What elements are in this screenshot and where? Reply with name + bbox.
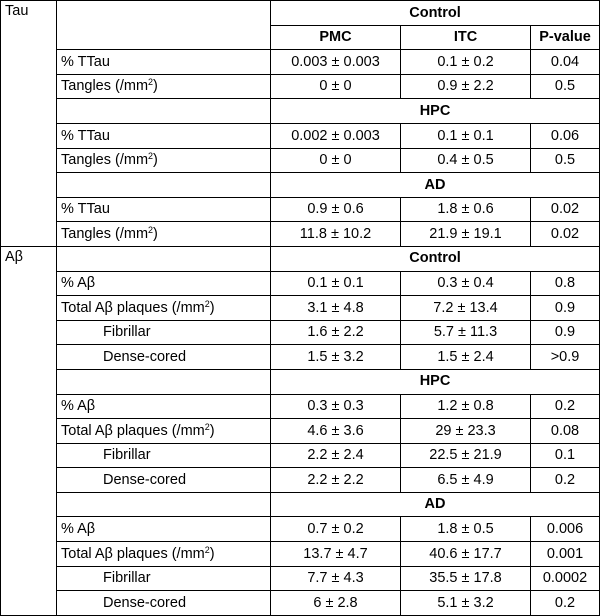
row-label: Fibrillar (57, 443, 271, 468)
pmc-value: 2.2 ± 2.4 (271, 443, 401, 468)
table-row (1, 394, 600, 419)
itc-value: 0.4 ± 0.5 (401, 148, 531, 173)
p-value: 0.04 (531, 50, 600, 75)
group-header-row (1, 369, 600, 394)
row-label: Dense-cored (57, 345, 271, 370)
itc-value: 7.2 ± 13.4 (401, 296, 531, 321)
p-value: 0.02 (531, 197, 600, 222)
itc-value: 5.1 ± 3.2 (401, 591, 531, 616)
pmc-value: 0.1 ± 0.1 (271, 271, 401, 296)
p-value: 0.8 (531, 271, 600, 296)
row-label: % Aβ (57, 394, 271, 419)
empty-cell (57, 369, 271, 394)
empty-cell (57, 246, 271, 271)
itc-value: 35.5 ± 17.8 (401, 566, 531, 591)
itc-value: 29 ± 23.3 (401, 419, 531, 444)
p-value: 0.9 (531, 320, 600, 345)
p-value: 0.2 (531, 394, 600, 419)
pmc-value: 1.5 ± 3.2 (271, 345, 401, 370)
column-header-pmc: PMC (271, 25, 401, 50)
table-row (1, 74, 600, 99)
column-header-pvalue: P-value (531, 25, 600, 50)
p-value: 0.02 (531, 222, 600, 247)
pmc-value: 0 ± 0 (271, 74, 401, 99)
table-row (1, 197, 600, 222)
empty-cell (57, 492, 271, 517)
empty-cell (57, 1, 271, 50)
group-header: AD (271, 492, 600, 517)
row-label: Tangles $(/mm^2)$ (57, 222, 271, 247)
table-row (1, 296, 600, 321)
group-header-row (1, 99, 600, 124)
p-value: 0.5 (531, 148, 600, 173)
table-row (1, 1, 600, 26)
p-value: 0.2 (531, 468, 600, 493)
pmc-value: 0.002 ± 0.003 (271, 123, 401, 148)
row-label: Total Aβ plaques $(/mm^2)$ (57, 296, 271, 321)
pmc-value: 0.003 ± 0.003 (271, 50, 401, 75)
pmc-value: 11.8 ± 10.2 (271, 222, 401, 247)
pmc-value: 13.7 ± 4.7 (271, 542, 401, 567)
table-row (1, 271, 600, 296)
row-label: % Aβ (57, 271, 271, 296)
itc-value: 22.5 ± 21.9 (401, 443, 531, 468)
pmc-value: 2.2 ± 2.2 (271, 468, 401, 493)
itc-value: 1.5 ± 2.4 (401, 345, 531, 370)
group-header: Control (271, 246, 600, 271)
itc-value: 1.8 ± 0.5 (401, 517, 531, 542)
p-value: 0.06 (531, 123, 600, 148)
itc-value: 1.8 ± 0.6 (401, 197, 531, 222)
table-row (1, 345, 600, 370)
pmc-value: 3.1 ± 4.8 (271, 296, 401, 321)
table-row (1, 566, 600, 591)
p-value: 0.001 (531, 542, 600, 567)
table-row (1, 148, 600, 173)
group-header-row (1, 173, 600, 198)
empty-cell (57, 173, 271, 198)
row-label: Dense-cored (57, 591, 271, 616)
p-value: 0.006 (531, 517, 600, 542)
pmc-value: 0.7 ± 0.2 (271, 517, 401, 542)
itc-value: 40.6 ± 17.7 (401, 542, 531, 567)
section-label-tau: Tau (1, 1, 57, 247)
row-label: Total Aβ plaques $(/mm^2)$ (57, 419, 271, 444)
pmc-value: 0.3 ± 0.3 (271, 394, 401, 419)
column-header-itc: ITC (401, 25, 531, 50)
itc-value: 5.7 ± 11.3 (401, 320, 531, 345)
table-row (1, 443, 600, 468)
itc-value: 6.5 ± 4.9 (401, 468, 531, 493)
itc-value: 0.1 ± 0.2 (401, 50, 531, 75)
table-row (1, 123, 600, 148)
section-label-abeta: Aβ (1, 246, 57, 615)
table-row (1, 591, 600, 616)
row-label: Tangles $(/mm^2)$ (57, 74, 271, 99)
p-value: 0.9 (531, 296, 600, 321)
itc-value: 1.2 ± 0.8 (401, 394, 531, 419)
row-label: Total Aβ plaques $(/mm^2)$ (57, 542, 271, 567)
itc-value: 21.9 ± 19.1 (401, 222, 531, 247)
row-label: % TTau (57, 197, 271, 222)
row-label: Tangles $(/mm^2)$ (57, 148, 271, 173)
group-header: HPC (271, 369, 600, 394)
pmc-value: 4.6 ± 3.6 (271, 419, 401, 444)
row-label: Fibrillar (57, 320, 271, 345)
p-value: 0.2 (531, 591, 600, 616)
group-header-row (1, 492, 600, 517)
table-row (1, 320, 600, 345)
pmc-value: 0 ± 0 (271, 148, 401, 173)
table-row (1, 50, 600, 75)
p-value: >0.9 (531, 345, 600, 370)
pmc-value: 6 ± 2.8 (271, 591, 401, 616)
row-label: Fibrillar (57, 566, 271, 591)
empty-cell (57, 99, 271, 124)
itc-value: 0.3 ± 0.4 (401, 271, 531, 296)
table-row (1, 468, 600, 493)
table-row (1, 542, 600, 567)
p-value: 0.5 (531, 74, 600, 99)
p-value: 0.0002 (531, 566, 600, 591)
pmc-value: 7.7 ± 4.3 (271, 566, 401, 591)
row-label: Dense-cored (57, 468, 271, 493)
table-row (1, 517, 600, 542)
row-label: % TTau (57, 50, 271, 75)
itc-value: 0.1 ± 0.1 (401, 123, 531, 148)
row-label: % TTau (57, 123, 271, 148)
p-value: 0.1 (531, 443, 600, 468)
pmc-value: 0.9 ± 0.6 (271, 197, 401, 222)
table-row (1, 419, 600, 444)
group-header: HPC (271, 99, 600, 124)
group-header: AD (271, 173, 600, 198)
group-header-row (1, 246, 600, 271)
table-row (1, 222, 600, 247)
p-value: 0.08 (531, 419, 600, 444)
pmc-value: 1.6 ± 2.2 (271, 320, 401, 345)
itc-value: 0.9 ± 2.2 (401, 74, 531, 99)
group-header: Control (271, 1, 600, 26)
row-label: % Aβ (57, 517, 271, 542)
